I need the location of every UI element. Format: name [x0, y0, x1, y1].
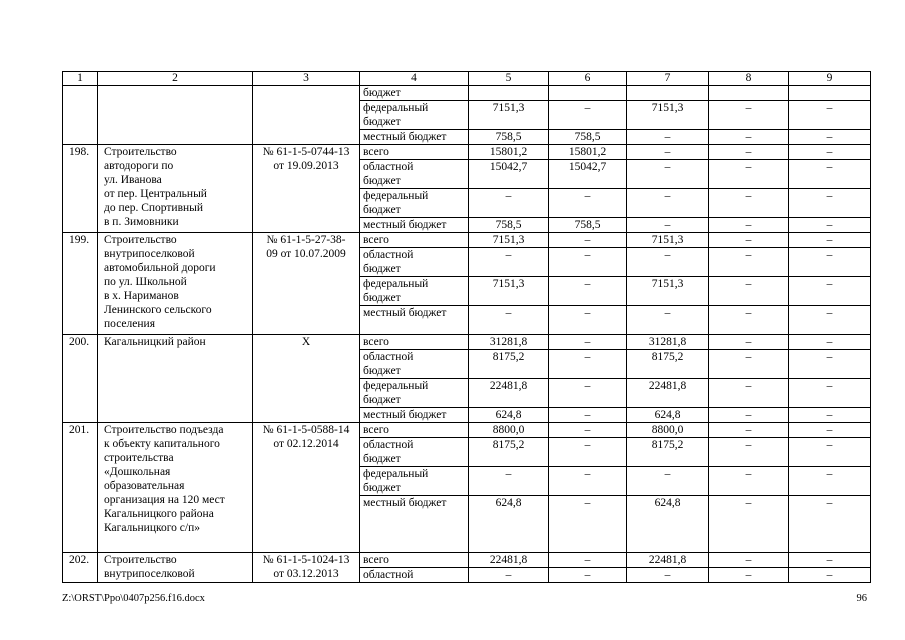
- value-cell: –: [709, 568, 789, 583]
- value-cell: –: [789, 423, 871, 438]
- column-header: 1: [63, 72, 98, 86]
- value-cell: 7151,3: [627, 101, 709, 130]
- value-cell: 15801,2: [549, 145, 627, 160]
- value-cell: 624,8: [627, 408, 709, 423]
- text-line: областной: [363, 351, 414, 363]
- table-row: [63, 423, 871, 438]
- value-cell: –: [549, 277, 627, 306]
- table-row: [63, 145, 871, 160]
- value-cell: –: [789, 145, 871, 160]
- entry-number: 201.: [63, 423, 98, 553]
- value-cell: –: [789, 160, 871, 189]
- value-cell: 758,5: [549, 130, 627, 145]
- value-cell: –: [789, 496, 871, 553]
- value-cell: 15042,7: [469, 160, 549, 189]
- text-line: автодороги по: [104, 160, 174, 172]
- value-cell: 31281,8: [469, 335, 549, 350]
- value-cell: –: [549, 467, 627, 496]
- text-line: по ул. Школьной: [104, 276, 187, 288]
- text-line: федеральный: [363, 278, 429, 290]
- text-line: Строительство: [104, 554, 177, 566]
- value-cell: 7151,3: [627, 233, 709, 248]
- text-line: от 03.12.2013: [273, 568, 339, 580]
- text-line: до пер. Спортивный: [104, 202, 204, 214]
- value-cell: 15042,7: [549, 160, 627, 189]
- value-cell: –: [549, 568, 627, 583]
- text-line: автомобильной дороги: [104, 262, 216, 274]
- value-cell: 7151,3: [627, 277, 709, 306]
- budget-type-cell: [360, 145, 469, 160]
- text-line: № 61-1-5-27-38-: [266, 234, 346, 246]
- budget-type-cell: [360, 277, 469, 306]
- value-cell: –: [789, 218, 871, 233]
- value-cell: –: [789, 233, 871, 248]
- value-cell: –: [709, 218, 789, 233]
- value-cell: 758,5: [469, 130, 549, 145]
- value-cell: –: [789, 379, 871, 408]
- table-row: [63, 335, 871, 350]
- value-cell: –: [789, 277, 871, 306]
- text-line: Кагальницкого с/п»: [104, 522, 201, 534]
- value-cell: –: [789, 101, 871, 130]
- column-header: 2: [98, 72, 253, 86]
- value-cell: –: [789, 553, 871, 568]
- value-cell: 624,8: [469, 496, 549, 553]
- text-line: Х: [301, 336, 311, 348]
- text-line: местный бюджет: [363, 497, 447, 509]
- value-cell: 22481,8: [627, 379, 709, 408]
- text-line: бюджет: [363, 116, 401, 128]
- header-row: [63, 72, 871, 86]
- document-reference: [253, 145, 360, 233]
- value-cell: –: [549, 189, 627, 218]
- budget-type-cell: [360, 335, 469, 350]
- text-line: федеральный: [363, 190, 429, 202]
- text-line: бюджет: [363, 87, 401, 99]
- text-line: 09 от 10.07.2009: [266, 248, 346, 260]
- object-name: [98, 145, 253, 233]
- text-line: всего: [363, 554, 389, 566]
- value-cell: –: [627, 248, 709, 277]
- table-row: [63, 233, 871, 248]
- object-name: [98, 335, 253, 423]
- footer-file-path: Z:\ORST\Ppo\0407p256.f16.docx: [62, 593, 205, 604]
- value-cell: 15801,2: [469, 145, 549, 160]
- value-cell: –: [627, 145, 709, 160]
- budget-type-cell: [360, 438, 469, 467]
- text-line: от 19.09.2013: [273, 160, 339, 172]
- text-line: местный бюджет: [363, 307, 447, 319]
- text-line: всего: [363, 424, 389, 436]
- value-cell: –: [469, 568, 549, 583]
- column-header: 3: [253, 72, 360, 86]
- footer-page-number: 96: [856, 593, 867, 604]
- value-cell: 624,8: [627, 496, 709, 553]
- value-cell: 8800,0: [469, 423, 549, 438]
- value-cell: –: [709, 160, 789, 189]
- table-row: [63, 86, 871, 101]
- value-cell: –: [627, 568, 709, 583]
- column-header: 8: [709, 72, 789, 86]
- value-cell: 8175,2: [627, 350, 709, 379]
- value-cell: –: [789, 335, 871, 350]
- text-line: ул. Иванова: [104, 174, 162, 186]
- value-cell: –: [549, 101, 627, 130]
- text-line: [363, 524, 465, 538]
- budget-type-cell: [360, 189, 469, 218]
- text-line: областной: [363, 249, 414, 261]
- text-line: бюджет: [363, 204, 401, 216]
- column-header: 6: [549, 72, 627, 86]
- value-cell: –: [789, 568, 871, 583]
- value-cell: 7151,3: [469, 101, 549, 130]
- text-line: к объекту капитального: [104, 438, 220, 450]
- value-cell: –: [549, 496, 627, 553]
- value-cell: –: [549, 379, 627, 408]
- budget-type-cell: [360, 306, 469, 335]
- budget-type-cell: [360, 496, 469, 553]
- text-line: местный бюджет: [363, 131, 447, 143]
- text-line: строительства: [104, 452, 174, 464]
- document-reference: [253, 423, 360, 553]
- text-line: бюджет: [363, 292, 401, 304]
- text-line: бюджет: [363, 453, 401, 465]
- text-line: областной: [363, 569, 414, 581]
- object-name: [98, 233, 253, 335]
- document-reference: [253, 233, 360, 335]
- text-line: поселения: [104, 318, 155, 330]
- value-cell: 22481,8: [469, 379, 549, 408]
- document-reference: [253, 335, 360, 423]
- value-cell: –: [789, 189, 871, 218]
- text-line: местный бюджет: [363, 219, 447, 231]
- value-cell: –: [549, 233, 627, 248]
- continuation-cell: [253, 86, 360, 145]
- entry-number: 202.: [63, 553, 98, 583]
- value-cell: –: [627, 467, 709, 496]
- value-cell: –: [627, 189, 709, 218]
- text-line: бюджет: [363, 175, 401, 187]
- value-cell: 31281,8: [627, 335, 709, 350]
- budget-type-cell: [360, 233, 469, 248]
- budget-type-cell: [360, 160, 469, 189]
- column-header: 5: [469, 72, 549, 86]
- value-cell: –: [789, 248, 871, 277]
- text-line: федеральный: [363, 468, 429, 480]
- text-line: бюджет: [363, 365, 401, 377]
- value-cell: –: [709, 101, 789, 130]
- value-cell: –: [789, 306, 871, 335]
- value-cell: –: [709, 189, 789, 218]
- value-cell: –: [549, 335, 627, 350]
- value-cell: –: [709, 233, 789, 248]
- value-cell: –: [709, 496, 789, 553]
- value-cell: 758,5: [549, 218, 627, 233]
- value-cell: –: [549, 306, 627, 335]
- text-line: № 61-1-5-0588-14: [262, 424, 350, 436]
- value-cell: –: [789, 408, 871, 423]
- text-line: бюджет: [363, 394, 401, 406]
- budget-type-cell: [360, 350, 469, 379]
- entry-number: 198.: [63, 145, 98, 233]
- value-cell: [469, 86, 549, 101]
- text-line: организация на 120 мест: [104, 494, 225, 506]
- text-line: всего: [363, 146, 389, 158]
- value-cell: 8175,2: [627, 438, 709, 467]
- text-line: «Дошкольная: [104, 466, 171, 478]
- value-cell: –: [709, 408, 789, 423]
- value-cell: –: [709, 423, 789, 438]
- value-cell: –: [469, 248, 549, 277]
- budget-type-cell: [360, 379, 469, 408]
- value-cell: –: [549, 248, 627, 277]
- budget-type-cell: [360, 423, 469, 438]
- value-cell: –: [549, 423, 627, 438]
- value-cell: –: [709, 248, 789, 277]
- text-line: в п. Зимовники: [104, 216, 179, 228]
- text-line: Строительство: [104, 146, 177, 158]
- document-reference: [253, 553, 360, 583]
- value-cell: –: [627, 306, 709, 335]
- text-line: Строительство: [104, 234, 177, 246]
- value-cell: –: [789, 467, 871, 496]
- value-cell: –: [627, 160, 709, 189]
- value-cell: –: [789, 130, 871, 145]
- continuation-cell: [63, 86, 98, 145]
- column-header: 9: [789, 72, 871, 86]
- text-line: [363, 320, 465, 334]
- text-line: внутрипоселковой: [104, 568, 195, 580]
- value-cell: –: [627, 130, 709, 145]
- value-cell: –: [549, 350, 627, 379]
- budget-type-cell: [360, 248, 469, 277]
- budget-type-cell: [360, 408, 469, 423]
- text-line: от пер. Центральный: [104, 188, 207, 200]
- text-line: внутрипоселковой: [104, 248, 195, 260]
- value-cell: 7151,3: [469, 277, 549, 306]
- value-cell: –: [469, 467, 549, 496]
- value-cell: [627, 86, 709, 101]
- text-line: № 61-1-5-1024-13: [262, 554, 350, 566]
- text-line: Строительство подъезда: [104, 424, 224, 436]
- value-cell: –: [627, 218, 709, 233]
- text-line: всего: [363, 234, 389, 246]
- value-cell: –: [709, 350, 789, 379]
- budget-table: [62, 71, 871, 583]
- entry-number: 200.: [63, 335, 98, 423]
- value-cell: 8175,2: [469, 438, 549, 467]
- budget-type-cell: [360, 130, 469, 145]
- text-line: Кагальницкого района: [104, 508, 214, 520]
- budget-type-cell: [360, 568, 469, 583]
- value-cell: –: [469, 306, 549, 335]
- value-cell: –: [709, 379, 789, 408]
- table-row: [63, 553, 871, 568]
- text-line: федеральный: [363, 102, 429, 114]
- text-line: образовательная: [104, 480, 185, 492]
- value-cell: –: [469, 189, 549, 218]
- value-cell: [789, 86, 871, 101]
- object-name: [98, 423, 253, 553]
- value-cell: –: [709, 277, 789, 306]
- text-line: от 02.12.2014: [273, 438, 339, 450]
- object-name: [98, 553, 253, 583]
- budget-type-cell: [360, 467, 469, 496]
- value-cell: –: [709, 553, 789, 568]
- value-cell: 8175,2: [469, 350, 549, 379]
- text-line: [363, 510, 465, 524]
- entry-number: 199.: [63, 233, 98, 335]
- value-cell: [709, 86, 789, 101]
- value-cell: –: [709, 335, 789, 350]
- budget-type-cell: [360, 86, 469, 101]
- value-cell: –: [549, 438, 627, 467]
- text-line: местный бюджет: [363, 409, 447, 421]
- text-line: № 61-1-5-0744-13: [262, 146, 350, 158]
- text-line: федеральный: [363, 380, 429, 392]
- text-line: Ленинского сельского: [104, 304, 212, 316]
- value-cell: 22481,8: [469, 553, 549, 568]
- value-cell: –: [709, 438, 789, 467]
- value-cell: –: [789, 438, 871, 467]
- value-cell: –: [549, 553, 627, 568]
- value-cell: 758,5: [469, 218, 549, 233]
- text-line: Кагальницкий район: [104, 336, 206, 348]
- value-cell: [549, 86, 627, 101]
- value-cell: –: [789, 350, 871, 379]
- text-line: бюджет: [363, 482, 401, 494]
- text-line: областной: [363, 161, 414, 173]
- budget-type-cell: [360, 101, 469, 130]
- value-cell: 8800,0: [627, 423, 709, 438]
- value-cell: –: [709, 130, 789, 145]
- value-cell: –: [709, 145, 789, 160]
- value-cell: 7151,3: [469, 233, 549, 248]
- value-cell: 22481,8: [627, 553, 709, 568]
- text-line: всего: [363, 336, 389, 348]
- text-line: [363, 538, 465, 552]
- text-line: областной: [363, 439, 414, 451]
- value-cell: –: [709, 306, 789, 335]
- text-line: в х. Нариманов: [104, 290, 179, 302]
- budget-type-cell: [360, 218, 469, 233]
- text-line: бюджет: [363, 263, 401, 275]
- value-cell: –: [709, 467, 789, 496]
- value-cell: 624,8: [469, 408, 549, 423]
- value-cell: –: [549, 408, 627, 423]
- continuation-cell: [98, 86, 253, 145]
- column-header: 7: [627, 72, 709, 86]
- budget-type-cell: [360, 553, 469, 568]
- column-header: 4: [360, 72, 469, 86]
